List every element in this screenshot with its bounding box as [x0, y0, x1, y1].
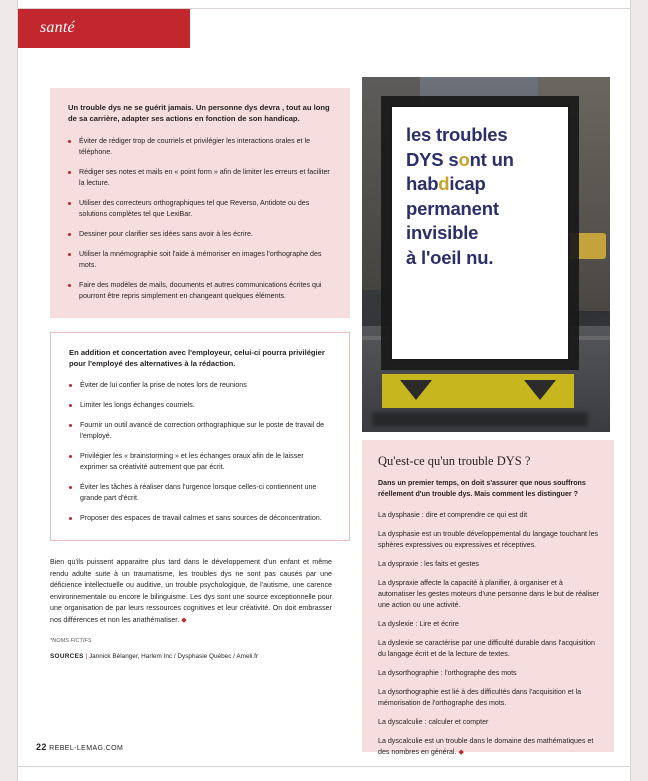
page-number: 22 [36, 742, 47, 752]
billboard-line-3-highlight: d [438, 173, 450, 195]
qa-sidebar [362, 440, 614, 756]
billboard-line-2-highlight: o [458, 148, 470, 170]
list-item: Faire des modèles de mails, documents et autres communications écrites qui pourront être repris simplement en changeant quelques éléments. [68, 280, 334, 302]
billboard-line-2 [406, 148, 558, 173]
billboard-line-5: invisible [406, 222, 479, 244]
left-column [50, 88, 350, 660]
qa-entry: La dysorthographie : l'orthographe des mots [378, 668, 517, 677]
qa-entry-last [378, 736, 600, 759]
billboard-panel [390, 105, 570, 361]
billboard-line-2-post: nt un [469, 148, 514, 170]
list-item: Dessiner pour clarifier ses idées sans avoir à les écrire. [68, 229, 334, 240]
tips-list-employee [68, 136, 334, 302]
list-item: Utiliser la mnémographie soit l'aide à mémoriser en images l'orthographe des mots. [68, 249, 334, 271]
page-frame-right [630, 0, 631, 781]
section-title: santé [40, 19, 75, 36]
list-item: Proposer des espaces de travail calmes et sans sources de déconcentration. [69, 513, 333, 524]
closing-paragraph [50, 557, 332, 626]
sources-label: SOURCES [50, 653, 84, 661]
qa-title: Qu'est-ce qu'un trouble DYS ? [378, 454, 531, 468]
qa-entry: La dysphasie est un trouble développemental du langage touchant les sphères expressives ou expressives et réceptives. [378, 530, 599, 550]
closing-text: Bien qu'ils puissent apparaitre plus tard dans le développement d'un enfant et même rendu adulte suite à un traumatisme, les troubles dys ne sont pas causés par une déficience intellectuelle ou auditive, un trouble psychologique, de l'autisme, une carence environnementale ou encore le bilinguisme. Les dys sont une source exceptionnelle pour une organisation de par leurs ressources cognitives et leur créativité. On doit embrasser nos différences et non les anathématiser. [50, 558, 332, 624]
list-item: Fournir un outil avancé de correction orthographique sur le poste de travail de l'employé. [69, 420, 333, 442]
billboard-line-3-post: icap [449, 173, 486, 195]
list-item: Éviter de lui confier la prise de notes lors de reunions [69, 380, 333, 391]
qa-entry: La dysphasie : dire et comprendre ce qui est dit [378, 511, 528, 520]
qa-entry: La dyslexie se caractérise par une difficulté durable dans l'acquisition du langage écrit et de la lecture de textes. [378, 639, 595, 658]
tips-list-employer [69, 380, 333, 524]
billboard-line-1: les troubles [406, 124, 508, 145]
list-item: Éviter les tâches à réaliser dans l'urgence lorsque celles-ci contiennent une grande part d'écrit. [69, 482, 333, 504]
end-mark-icon: ◆ [458, 748, 464, 756]
page-edge-left [0, 0, 17, 781]
qa-entry: La dyspraxie : les faits et gestes [378, 560, 479, 569]
qa-entry: La dyslexie : Lire et écrire [378, 620, 459, 629]
billboard-line-3 [406, 172, 558, 197]
footnote: *NOMS FICTIFS [50, 638, 92, 645]
billboard-line-2-pre: DYS s [406, 148, 459, 170]
page-frame-bottom [17, 766, 631, 767]
billboard-line-3-pre: hab [406, 173, 439, 195]
tips-intro-text: Un trouble dys ne se guérit jamais. Un personne dys devra , tout au long de sa carrière, adapter ses actions en fonction de son handicap. [68, 103, 330, 124]
end-mark-icon: ◆ [181, 616, 187, 624]
qa-entry: La dysorthographie est lié à des difficultés dans l'acquisition et la mémorisation de l'orthographe des mots. [378, 687, 582, 707]
billboard-line-6: à l'oeil nu. [406, 246, 494, 268]
list-item: Limiter les longs échanges courriels. [69, 400, 333, 411]
page-frame-left [17, 0, 18, 781]
sources-line [50, 653, 350, 660]
publication-url: REBEL-LEMAG.COM [49, 745, 124, 752]
list-item: Rédiger ses notes et mails en « point form » afin de limiter les erreurs et faciliter la lecture. [68, 167, 334, 189]
billboard-stand [382, 374, 574, 408]
article-photo [362, 77, 610, 432]
sources-separator-icon: | [85, 653, 88, 661]
tips-intro-text-employer: En addition et concertation avec l'employeur, celui-ci pourra privilégier pour l'employé des alternatives à la rédaction. [69, 347, 325, 368]
billboard-text [406, 123, 558, 271]
qa-entry: La dyspraxie affecte la capacité à planifier, à organiser et à automatiser les gestes moteurs d'une personne dans le but de réaliser une action ou une activité. [378, 579, 599, 610]
page-edge-right [631, 0, 648, 781]
sources-text: Jannick Bélanger, Harlem Inc / Dysphasie Québec / Ameli.fr [88, 653, 259, 661]
tips-panel-employer [50, 332, 350, 542]
qa-entry: La dyscalculie : calculer et compter [378, 717, 489, 726]
list-item: Utiliser des correcteurs orthographiques tel que Reverso, Antidote ou des solutions complètes tel que LexiBar. [68, 198, 334, 220]
page-folio [36, 742, 123, 752]
tips-panel-employee [50, 88, 350, 318]
qa-entry-text: La dyscalculie est un trouble dans le domaine des mathématiques et des nombres en général. [378, 736, 594, 756]
qa-lead: Dans un premier temps, on doit s'assurer que nous souffrons réellement d'un trouble dys. Mais comment les distinguer ? [378, 479, 586, 499]
photo-shadow [372, 412, 588, 426]
list-item: Éviter de rédiger trop de courriels et privilégier les interactions orales et le téléphone. [68, 136, 334, 158]
list-item: Privilégier les « brainstorming » et les échanges oraux afin de le laisser exprimer sa créativité autrement que par écrit. [69, 451, 333, 473]
billboard-line-4: permanent [406, 197, 499, 219]
